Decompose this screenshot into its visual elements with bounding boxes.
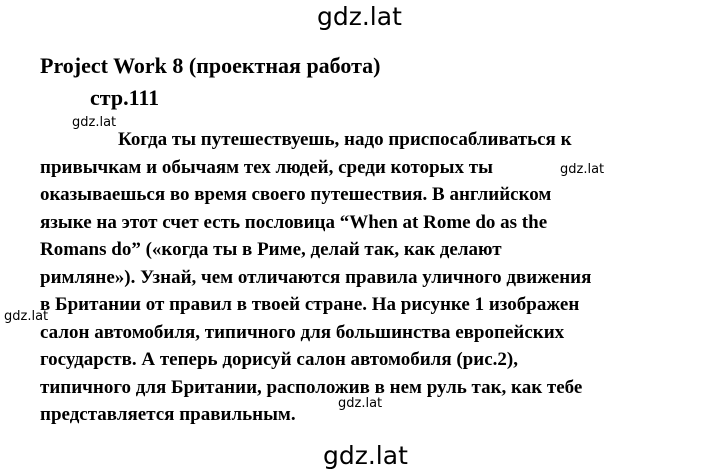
task-line: Romans do” («когда ты в Риме, делай так, как делают	[40, 239, 502, 260]
task-line: государств. А теперь дорисуй салон автомобиля (рис.2),	[40, 349, 518, 370]
task-paragraph	[40, 126, 591, 429]
page-title: Project Work 8 (проектная работа)	[40, 53, 381, 78]
task-line: привычкам и обычаям тех людей, среди которых ты	[40, 156, 493, 178]
task-line: в Британии от правил в твоей стране. На рисунке 1 изображен	[40, 294, 580, 315]
watermark-end: gdz.lat	[338, 396, 383, 411]
task-line: оказываешься во время своего путешествия. В английском	[40, 184, 552, 205]
watermark-mid: gdz.lat	[560, 162, 605, 177]
watermark-top: gdz.lat	[317, 2, 402, 31]
watermark-bottom: gdz.lat	[323, 441, 408, 470]
watermark-side: gdz.lat	[4, 309, 49, 324]
task-line: типичного для Британии, расположив в нем руль так, как тебе	[40, 376, 583, 398]
task-line: Когда ты путешествуешь, надо приспосабливаться к	[118, 129, 572, 150]
task-line: римляне»). Узнай, чем отличаются правила уличного движения	[40, 266, 592, 288]
task-line: языке на этот счет есть пословица “When at Rome do as the	[40, 211, 548, 233]
watermark-left: gdz.lat	[72, 115, 117, 130]
page-reference: стр.111	[90, 85, 160, 110]
task-line: салон автомобиля, типичного для большинства европейских	[40, 321, 565, 343]
task-line: представляется правильным.	[40, 404, 296, 425]
